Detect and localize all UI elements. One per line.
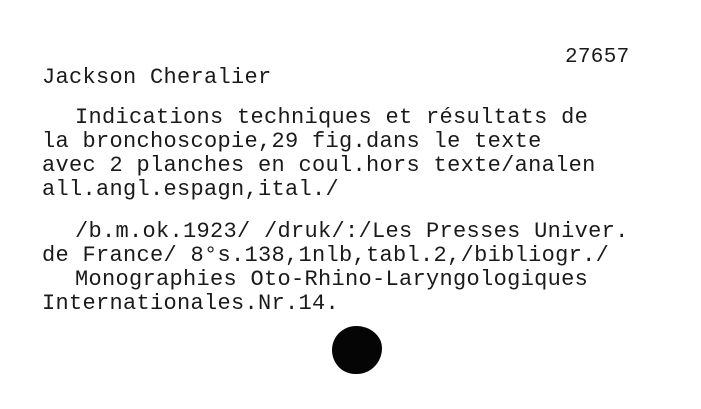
punch-hole xyxy=(332,326,382,374)
catalog-number: 27657 xyxy=(565,46,630,69)
series-line-2: Internationales.Nr.14. xyxy=(42,291,340,316)
title-line-3: avec 2 planches en coul.hors texte/analen xyxy=(42,153,596,178)
title-line-1: Indications techniques et résultats de xyxy=(75,105,589,130)
title-line-4: all.angl.espagn,ital./ xyxy=(42,177,340,202)
author-name: Jackson Cheralier xyxy=(42,65,272,90)
publication-line-2: de France/ 8°s.138,1nlb,tabl.2,/bibliogr./ xyxy=(42,243,610,268)
title-line-2: la bronchoscopie,29 fig.dans le texte xyxy=(42,129,542,154)
series-line-1: Monographies Oto-Rhino-Laryngologiques xyxy=(75,267,589,292)
publication-line-1: /b.m.ok.1923/ /druk/:/Les Presses Univer. xyxy=(75,219,629,244)
